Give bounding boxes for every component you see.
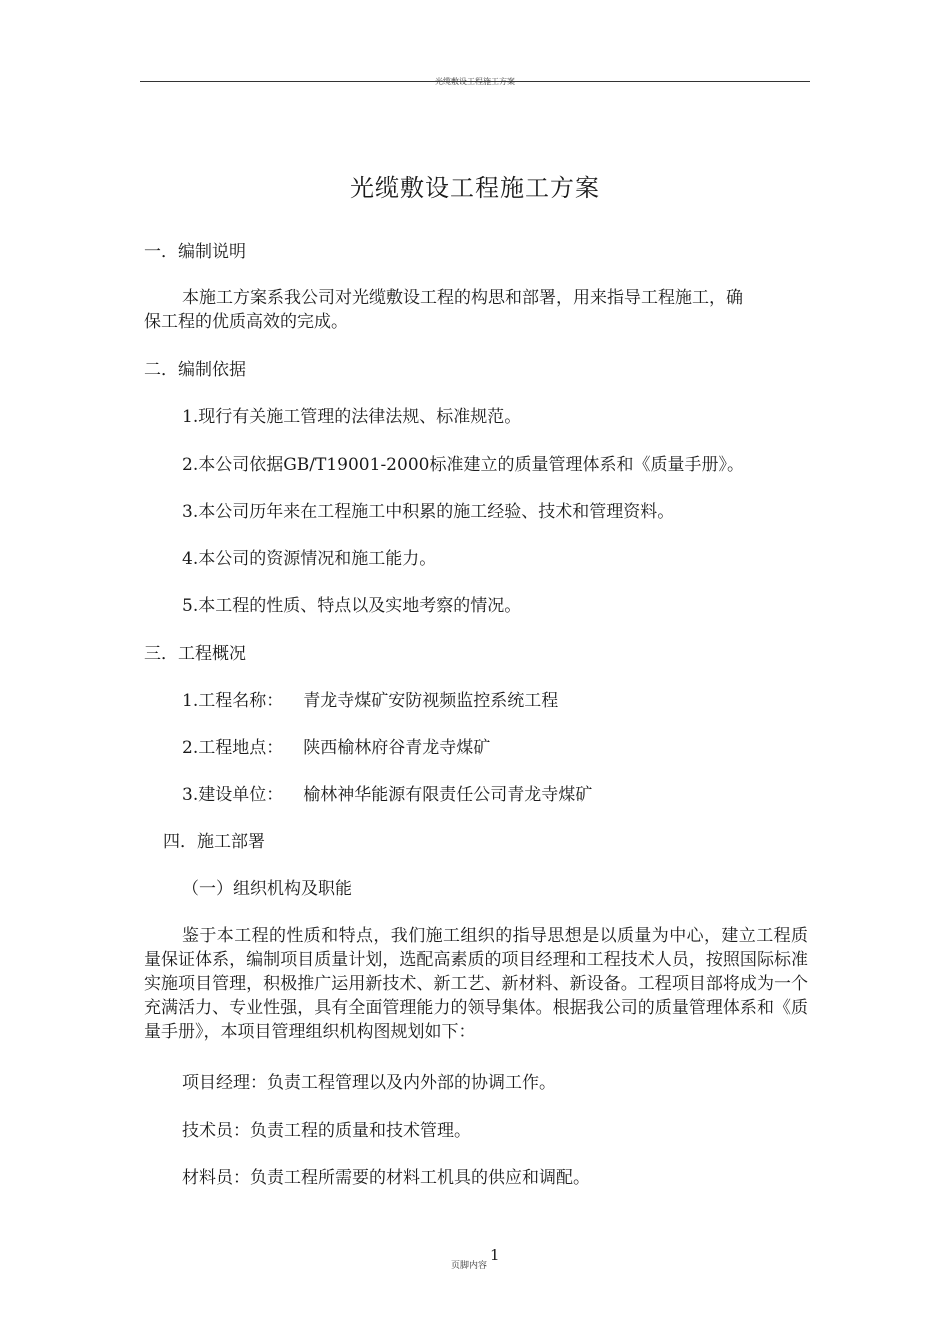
page-number: 1 <box>490 1246 500 1264</box>
footer-label: 页脚内容 <box>451 1261 488 1271</box>
project-info-row <box>182 689 558 713</box>
document-title: 光缆敷设工程施工方案 <box>350 174 600 202</box>
section2-item: 1.现行有关施工管理的法律法规、标准规范。 <box>182 407 522 427</box>
project-info-label: 1.工程名称： <box>182 691 284 711</box>
project-info-row <box>182 783 592 807</box>
section2-item: 5.本工程的性质、特点以及实地考察的情况。 <box>182 596 522 616</box>
project-info-value: 青龙寺煤矿安防视频监控系统工程 <box>303 691 559 711</box>
organization-paragraph: 鉴于本工程的性质和特点，我们施工组织的指导思想是以质量为中心，建立工程质量保证体系，编制项目质量计划，选配高素质的项目经理和工程技术人员，按照国际标准实施项目管理，积极推广运用新技术、新工艺、新材料、新设备。工程项目部将成为一个充满活力、专业性强，具有全面管理能力的领导集体。根据我公司的质量管理体系和《质量手册》，本项目管理组织机构图规划如下： <box>144 926 808 1042</box>
section1-body-line2: 保工程的优质高效的完成。 <box>144 312 348 332</box>
role-item: 材料员：负责工程所需要的材料工机具的供应和调配。 <box>182 1168 590 1188</box>
header-rule <box>140 81 810 82</box>
project-info-label: 2.工程地点： <box>182 738 284 758</box>
project-info-value: 榆林神华能源有限责任公司青龙寺煤矿 <box>303 785 593 805</box>
section1-body-line1: 本施工方案系我公司对光缆敷设工程的构思和部署，用来指导工程施工，确 <box>182 288 743 308</box>
project-info-label: 3.建设单位： <box>182 785 284 805</box>
page-header-text: 光缆敷设工程施工方案 <box>435 77 515 86</box>
project-info-value: 陕西榆林府谷青龙寺煤矿 <box>303 738 491 758</box>
section3-heading: 三．工程概况 <box>144 644 246 664</box>
role-item: 技术员：负责工程的质量和技术管理。 <box>182 1121 471 1141</box>
section4-subheading: （一）组织机构及职能 <box>182 879 352 899</box>
section2-item: 4.本公司的资源情况和施工能力。 <box>182 549 437 569</box>
project-info-row <box>182 736 490 760</box>
section4-heading: 四．施工部署 <box>163 832 265 852</box>
section2-heading: 二．编制依据 <box>144 360 246 380</box>
section2-item: 2.本公司依据GB/T19001-2000标准建立的质量管理体系和《质量手册》。 <box>182 455 744 475</box>
section1-heading: 一．编制说明 <box>144 242 246 262</box>
section2-item: 3.本公司历年来在工程施工中积累的施工经验、技术和管理资料。 <box>182 502 675 522</box>
role-item: 项目经理：负责工程管理以及内外部的协调工作。 <box>182 1073 556 1093</box>
